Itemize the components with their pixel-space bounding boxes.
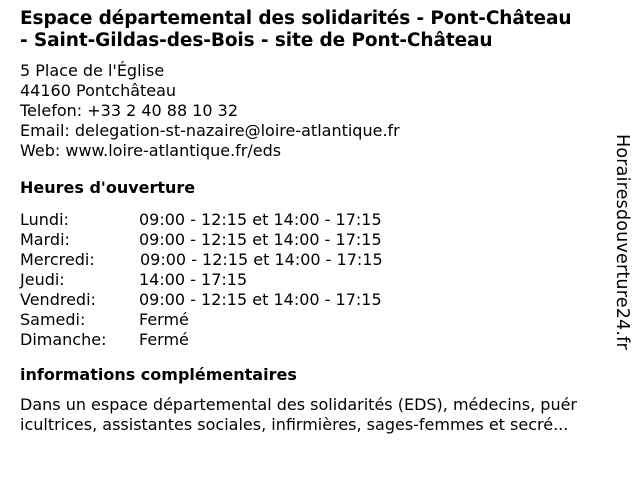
website: Web: www.loire-atlantique.fr/eds [20,141,282,160]
day-label: Jeudi: [20,270,65,289]
time-value: Fermé [139,310,189,329]
hours-row-monday [20,210,616,230]
email-address: Email: delegation-st-nazaire@loire-atlantique.fr [20,121,400,140]
info-heading: informations complémentaires [20,365,297,384]
day-label: Mercredi: [20,250,95,269]
day-label: Mardi: [20,230,70,249]
info-description [20,395,620,435]
street-address: 5 Place de l'Église [20,61,165,80]
day-label: Dimanche: [20,330,107,349]
hours-heading: Heures d'ouverture [20,178,196,197]
hours-row-sunday [20,330,616,350]
day-label: Lundi: [20,210,69,229]
time-value: 09:00 - 12:15 et 14:00 - 17:15 [139,210,382,229]
day-label: Samedi: [20,310,86,329]
hours-row-thursday [20,270,616,290]
time-value: Fermé [139,330,189,349]
title-line-1: Espace départemental des solidarités - Pont-Château [20,8,572,29]
time-value: 14:00 - 17:15 [139,270,248,289]
time-value: 09:00 - 12:15 et 14:00 - 17:15 [140,250,383,269]
info-line-2: icultrices, assistantes sociales, infirmières, sages-femmes et secré... [20,415,569,434]
postal-city: 44160 Pontchâteau [20,81,177,100]
hours-row-saturday [20,310,616,330]
address-block [20,61,616,161]
business-card [20,8,616,435]
info-line-1: Dans un espace départemental des solidarités (EDS), médecins, puér [20,395,577,414]
hours-row-friday [20,290,616,310]
site-watermark: Horairesdouverture24.fr [612,134,632,350]
opening-hours-table [20,210,616,350]
hours-row-wednesday [20,250,616,270]
time-value: 09:00 - 12:15 et 14:00 - 17:15 [139,230,382,249]
day-label: Vendredi: [20,290,96,309]
title-line-2: - Saint-Gildas-des-Bois - site de Pont-Château [20,30,493,51]
page-title [20,8,616,52]
hours-row-tuesday [20,230,616,250]
time-value: 09:00 - 12:15 et 14:00 - 17:15 [139,290,382,309]
phone-number: Telefon: +33 2 40 88 10 32 [20,101,239,120]
